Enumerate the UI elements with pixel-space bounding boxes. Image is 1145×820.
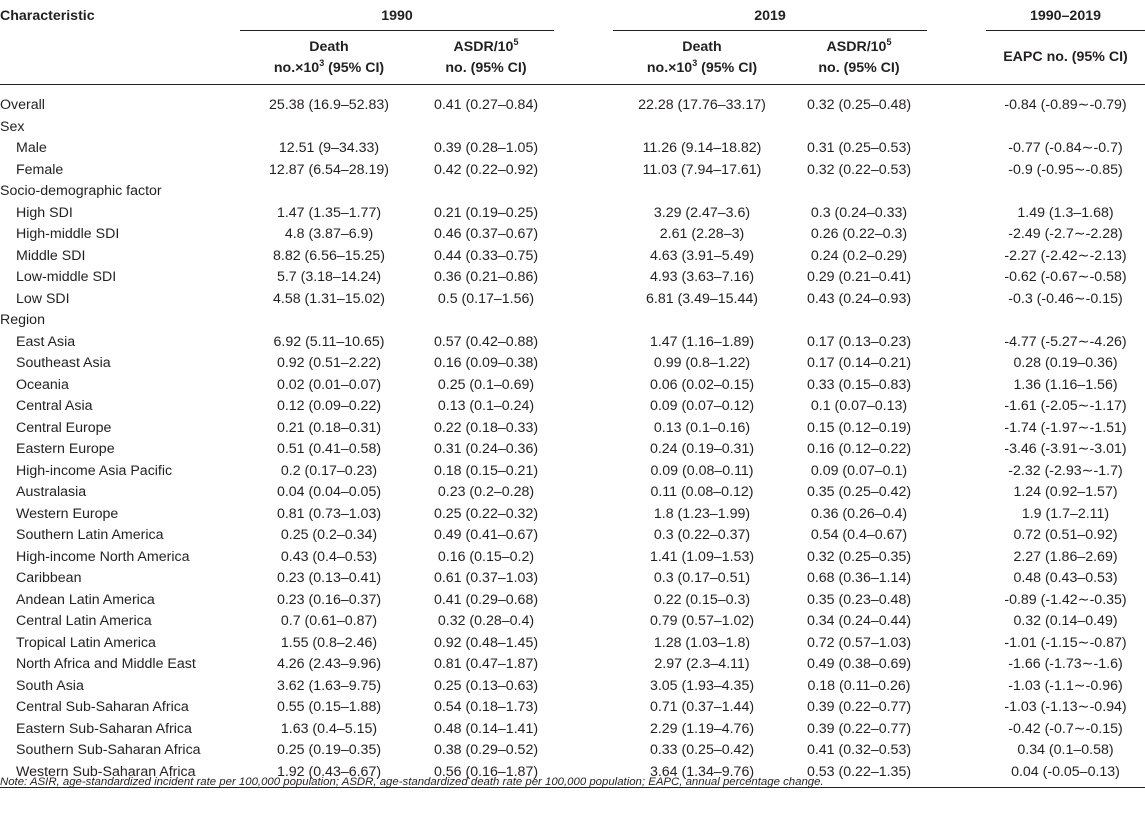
cell-asdr-1990: 0.23 (0.2–0.28) [437, 484, 535, 500]
cell-asdr-2019: 0.17 (0.14–0.21) [806, 355, 912, 371]
table-header [0, 3, 1145, 85]
cell-eapc: -0.3 (-0.46∼-0.15) [1008, 290, 1123, 307]
cell-asdr-1990: 0.22 (0.18–0.33) [433, 419, 539, 436]
table-row [0, 138, 1145, 160]
cell-asdr-2019: 0.68 (0.36–1.14) [806, 570, 912, 586]
cell-asdr-1990: 0.41 (0.29–0.68) [433, 591, 539, 608]
cell-asdr-2019: 0.26 (0.22–0.3) [810, 226, 908, 242]
cell-asdr-1990: 0.25 (0.1–0.69) [437, 376, 535, 393]
cell-asdr-1990: 0.38 (0.29–0.52) [433, 742, 539, 758]
column-header-death-2019: Death $no.\times 10^3$ (95% CI) [613, 31, 791, 85]
cell-asdr-2019: 0.24 (0.2–0.29) [810, 247, 908, 264]
cell-label: Oceania [16, 376, 69, 393]
table-row [0, 676, 1145, 698]
cell-death-1990: 0.02 (0.01–0.07) [276, 376, 382, 393]
table-group-row [0, 117, 1145, 139]
cell-death-2019: 0.22 (0.15–0.3) [653, 591, 751, 608]
cell-asdr-2019: 0.16 (0.12–0.22) [806, 441, 912, 457]
table-row [0, 289, 1145, 311]
cell-asdr-2019: 0.54 (0.4–0.67) [810, 527, 908, 543]
cell-death-1990: 0.23 (0.16–0.37) [276, 591, 382, 608]
cell-death-1990: 0.7 (0.61–0.87) [280, 613, 378, 629]
cell-death-1990: 1.63 (0.4–5.15) [280, 720, 378, 737]
cell-death-2019: 3.64 (1.34–9.76) [613, 762, 791, 788]
cell-eapc: -1.61 (-2.05∼-1.17) [1004, 398, 1127, 414]
cell-label: Southern Latin America [16, 527, 164, 543]
cell-eapc: 2.27 (1.86–2.69) [1013, 548, 1118, 565]
cell-asdr-1990: 0.16 (0.09–0.38) [433, 355, 539, 371]
table-row [0, 697, 1145, 719]
cell-death-2019: 1.41 (1.09–1.53) [649, 548, 755, 565]
cell-label: Central Sub-Saharan Africa [16, 699, 189, 715]
cell-asdr-1990: 0.5 (0.17–1.56) [437, 290, 535, 307]
cell-death-1990: 12.51 (9–34.33) [278, 140, 380, 156]
table-row [0, 396, 1145, 418]
cell-label: Overall [0, 97, 45, 113]
cell-label: Australasia [16, 484, 87, 500]
table-row [0, 547, 1145, 569]
cell-asdr-1990: 0.61 (0.37–1.03) [433, 570, 539, 586]
table-row [0, 353, 1145, 375]
cell-death-1990: 0.12 (0.09–0.22) [276, 398, 382, 414]
cell-eapc: -1.74 (-1.97∼-1.51) [1004, 419, 1127, 436]
cell-asdr-1990: 0.49 (0.41–0.67) [433, 527, 539, 543]
cell-label: Central Latin America [16, 613, 152, 629]
cell-label: East Asia [16, 333, 76, 350]
cell-asdr-2019: 0.35 (0.25–0.42) [806, 484, 912, 500]
cell-label: Central Europe [16, 419, 112, 436]
table-row [0, 332, 1145, 354]
group-label: Region [0, 312, 45, 328]
cell-death-1990: 6.92 (5.11–10.65) [273, 333, 385, 350]
cell-eapc: 1.9 (1.7–2.11) [1021, 505, 1110, 522]
cell-asdr-2019: 0.32 (0.22–0.53) [806, 161, 912, 178]
cell-death-1990: 0.92 (0.51–2.22) [276, 355, 382, 371]
cell-death-1990: 4.26 (2.43–9.96) [276, 656, 382, 672]
cell-label: Female [16, 161, 64, 178]
cell-asdr-1990: 0.44 (0.33–0.75) [433, 247, 539, 264]
cell-death-2019: 0.33 (0.25–0.42) [649, 742, 755, 758]
cell-death-2019: 6.81 (3.49–15.44) [645, 290, 758, 307]
cell-asdr-1990: 0.46 (0.37–0.67) [433, 226, 539, 242]
cell-asdr-2019: 0.43 (0.24–0.93) [806, 290, 912, 307]
table-row [0, 482, 1145, 504]
cell-death-1990: 0.25 (0.19–0.35) [276, 742, 382, 758]
cell-asdr-2019: 0.49 (0.38–0.69) [806, 656, 912, 672]
cell-asdr-1990: 0.81 (0.47–1.87) [433, 656, 539, 672]
table-row [0, 504, 1145, 526]
table-row [0, 633, 1145, 655]
cell-label: Western Europe [16, 505, 119, 522]
column-header-asdr-1990: ASDR/$10^5$ no. (95% CI) [418, 31, 554, 85]
cell-asdr-2019: 0.34 (0.24–0.44) [806, 613, 912, 629]
cell-asdr-2019: 0.15 (0.12–0.19) [806, 419, 912, 436]
cell-death-1990: 3.62 (1.63–9.75) [276, 677, 382, 694]
cell-label: Central Asia [16, 398, 93, 414]
table-row [0, 568, 1145, 590]
cell-death-2019: 3.29 (2.47–3.6) [653, 204, 751, 221]
cell-death-1990: 0.2 (0.17–0.23) [280, 462, 378, 479]
cell-asdr-1990: 0.25 (0.13–0.63) [433, 677, 539, 694]
cell-asdr-2019: 0.35 (0.23–0.48) [806, 591, 912, 608]
cell-asdr-1990: 0.32 (0.28–0.4) [437, 613, 535, 629]
cell-asdr-2019: 0.53 (0.22–1.35) [791, 762, 927, 788]
cell-death-1990: 0.55 (0.15–1.88) [276, 699, 382, 715]
cell-label: Caribbean [16, 570, 82, 586]
column-header-characteristic: Characteristic [0, 8, 95, 24]
cell-eapc: -1.01 (-1.15∼-0.87) [1004, 634, 1127, 651]
cell-asdr-2019: 0.41 (0.32–0.53) [806, 742, 912, 758]
cell-asdr-2019: 0.18 (0.11–0.26) [807, 677, 911, 694]
cell-death-2019: 0.24 (0.19–0.31) [649, 441, 755, 457]
cell-death-2019: 0.3 (0.17–0.51) [653, 570, 751, 586]
table-row [0, 525, 1145, 547]
cell-death-1990: 0.51 (0.41–0.58) [276, 441, 382, 457]
cell-eapc: -0.89 (-1.42∼-0.35) [1004, 591, 1127, 608]
table-row [0, 160, 1145, 182]
cell-asdr-1990: 0.92 (0.48–1.45) [433, 634, 539, 651]
column-header-eapc: EAPC no. (95% CI) [986, 31, 1145, 85]
cell-death-1990: 1.47 (1.35–1.77) [276, 204, 382, 221]
column-group-1990-2019: 1990–2019 [986, 3, 1145, 31]
table-row [0, 461, 1145, 483]
cell-eapc: -0.84 (-0.89∼-0.79) [1004, 97, 1127, 113]
cell-asdr-1990: 0.41 (0.27–0.84) [433, 97, 539, 113]
cell-death-2019: 0.79 (0.57–1.02) [649, 613, 755, 629]
cell-eapc: -0.42 (-0.7∼-0.15) [1008, 720, 1123, 737]
cell-death-1990: 0.21 (0.18–0.31) [276, 419, 382, 436]
cell-eapc: -2.27 (-2.42∼-2.13) [1004, 247, 1127, 264]
cell-label: Andean Latin America [16, 591, 155, 608]
cell-asdr-2019: 0.1 (0.07–0.13) [810, 398, 908, 414]
cell-asdr-1990: 0.39 (0.28–1.05) [433, 140, 539, 156]
table-note: Note: ASIR, age-standardized incident rate per 100,000 population; ASDR, age-standardized death rate per 100,000 population; EAPC, annual percentage change. [0, 776, 824, 788]
cell-label: Southeast Asia [16, 355, 111, 371]
cell-label: Low-middle SDI [16, 269, 117, 285]
cell-asdr-2019: 0.36 (0.26–0.4) [810, 505, 908, 522]
cell-asdr-2019: 0.09 (0.07–0.1) [810, 462, 908, 479]
table-row [0, 203, 1145, 225]
cell-asdr-2019: 0.32 (0.25–0.48) [806, 97, 912, 113]
cell-asdr-2019: 0.32 (0.25–0.35) [806, 548, 912, 565]
cell-death-1990: 25.38 (16.9–52.83) [269, 97, 389, 113]
cell-death-2019: 11.26 (9.14–18.82) [642, 140, 762, 156]
column-header-asdr-2019: ASDR/$10^5$ no. (95% CI) [791, 31, 927, 85]
cell-label: Low SDI [16, 290, 70, 307]
cell-death-2019: 0.3 (0.22–0.37) [653, 527, 751, 543]
cell-death-1990: 1.55 (0.8–2.46) [280, 634, 378, 651]
table-row [0, 267, 1145, 289]
cell-asdr-2019: 0.39 (0.22–0.77) [806, 720, 912, 737]
cell-label: Tropical Latin America [16, 634, 156, 651]
cell-eapc: -0.9 (-0.95∼-0.85) [1008, 161, 1123, 178]
cell-label: South Asia [16, 677, 84, 694]
cell-asdr-1990: 0.42 (0.22–0.92) [433, 161, 539, 178]
cell-death-2019: 0.06 (0.02–0.15) [649, 376, 755, 393]
cell-asdr-1990: 0.54 (0.18–1.73) [433, 699, 539, 715]
cell-death-1990: 4.8 (3.87–6.9) [284, 226, 374, 242]
header-row-measures [0, 31, 1145, 85]
table-group-row [0, 181, 1145, 203]
column-header-death-1990: Death $no.\times 10^3$ (95% CI) [240, 31, 418, 85]
table-row [0, 719, 1145, 741]
cell-death-2019: 22.28 (17.76–33.17) [638, 97, 766, 113]
cell-death-1990: 8.82 (6.56–15.25) [272, 247, 385, 264]
table-row [0, 740, 1145, 762]
cell-asdr-1990: 0.16 (0.15–0.2) [437, 548, 535, 565]
cell-asdr-1990: 0.31 (0.24–0.36) [433, 441, 539, 457]
table-row [0, 85, 1145, 117]
table-row [0, 590, 1145, 612]
cell-eapc: -0.77 (-0.84∼-0.7) [1008, 140, 1123, 156]
cell-death-2019: 0.11 (0.08–0.12) [650, 484, 754, 500]
cell-eapc: 0.28 (0.19–0.36) [1013, 355, 1118, 371]
cell-eapc: 0.04 (-0.05–0.13) [986, 762, 1145, 788]
cell-label: High-income North America [16, 548, 190, 565]
cell-asdr-1990: 0.48 (0.14–1.41) [433, 720, 539, 737]
cell-label: High SDI [16, 204, 73, 221]
cell-asdr-1990: 0.56 (0.16–1.87) [418, 762, 554, 788]
table-row [0, 611, 1145, 633]
cell-eapc: 1.49 (1.3–1.68) [1017, 204, 1114, 221]
cell-death-1990: 5.7 (3.18–14.24) [276, 269, 382, 285]
cell-eapc: -1.03 (-1.1∼-0.96) [1008, 677, 1123, 694]
column-group-1990: 1990 [240, 3, 554, 31]
group-label: Socio-demographic factor [0, 183, 162, 199]
cell-eapc: -0.62 (-0.67∼-0.58) [1004, 269, 1127, 285]
column-group-2019: 2019 [613, 3, 927, 31]
cell-asdr-1990: 0.57 (0.42–0.88) [433, 333, 539, 350]
cell-asdr-2019: 0.17 (0.13–0.23) [806, 333, 912, 350]
cell-asdr-2019: 0.3 (0.24–0.33) [810, 204, 908, 221]
cell-label: Eastern Sub-Saharan Africa [16, 720, 192, 737]
cell-asdr-2019: 0.39 (0.22–0.77) [806, 699, 912, 715]
cell-eapc: 0.32 (0.14–0.49) [1013, 613, 1118, 629]
cell-death-1990: 0.04 (0.04–0.05) [276, 484, 382, 500]
cell-death-2019: 1.28 (1.03–1.8) [653, 634, 751, 651]
table-row [0, 375, 1145, 397]
cell-asdr-1990: 0.25 (0.22–0.32) [433, 505, 539, 522]
cell-label: North Africa and Middle East [16, 656, 196, 672]
cell-death-2019: 0.99 (0.8–1.22) [653, 355, 751, 371]
cell-death-2019: 4.63 (3.91–5.49) [649, 247, 755, 264]
cell-label: High-income Asia Pacific [16, 462, 173, 479]
table-row [0, 654, 1145, 676]
table-row [0, 439, 1145, 461]
cell-asdr-2019: 0.29 (0.21–0.41) [806, 269, 912, 285]
cell-death-1990: 0.43 (0.4–0.53) [280, 548, 378, 565]
cell-eapc: -2.32 (-2.93∼-1.7) [1008, 462, 1123, 479]
cell-death-2019: 0.09 (0.07–0.12) [649, 398, 755, 414]
cell-death-1990: 12.87 (6.54–28.19) [269, 161, 389, 178]
cell-eapc: 1.24 (0.92–1.57) [1013, 484, 1118, 500]
cell-eapc: -2.49 (-2.7∼-2.28) [1008, 226, 1123, 242]
group-label: Sex [0, 118, 25, 135]
cell-asdr-1990: 0.36 (0.21–0.86) [433, 269, 539, 285]
table-row [0, 246, 1145, 268]
cell-death-2019: 3.05 (1.93–4.35) [649, 677, 755, 694]
cell-asdr-2019: 0.33 (0.15–0.83) [806, 376, 912, 393]
cell-death-2019: 2.29 (1.19–4.76) [649, 720, 755, 737]
cell-label: Eastern Europe [16, 441, 115, 457]
cell-death-1990: 4.58 (1.31–15.02) [272, 290, 385, 307]
cell-death-1990: 0.23 (0.13–0.41) [276, 570, 382, 586]
cell-asdr-1990: 0.18 (0.15–0.21) [433, 462, 539, 479]
table-group-row [0, 310, 1145, 332]
table-row [0, 224, 1145, 246]
cell-death-2019: 0.71 (0.37–1.44) [649, 699, 755, 715]
cell-eapc: -1.66 (-1.73∼-1.6) [1008, 656, 1123, 672]
data-table [0, 3, 1145, 788]
cell-eapc: 0.72 (0.51–0.92) [1013, 527, 1118, 543]
cell-death-2019: 2.97 (2.3–4.11) [654, 656, 750, 672]
header-row-groups [0, 3, 1145, 31]
cell-asdr-1990: 0.21 (0.19–0.25) [433, 204, 539, 221]
cell-death-1990: 1.92 (0.43–6.67) [240, 762, 418, 788]
cell-asdr-2019: 0.72 (0.57–1.03) [806, 634, 912, 651]
cell-death-1990: 0.81 (0.73–1.03) [276, 505, 382, 522]
cell-label: Male [16, 140, 47, 156]
cell-asdr-2019: 0.31 (0.25–0.53) [806, 140, 912, 156]
cell-label: Western Sub-Saharan Africa [0, 762, 240, 788]
cell-label: Southern Sub-Saharan Africa [16, 742, 201, 758]
cell-death-2019: 2.61 (2.28–3) [659, 226, 745, 242]
cell-eapc: -4.77 (-5.27∼-4.26) [1004, 333, 1127, 350]
table-body [0, 85, 1145, 788]
cell-label: High-middle SDI [16, 226, 120, 242]
cell-eapc: -1.03 (-1.13∼-0.94) [1004, 699, 1127, 715]
cell-death-2019: 1.47 (1.16–1.89) [649, 333, 755, 350]
cell-death-2019: 0.13 (0.1–0.16) [653, 419, 751, 436]
cell-asdr-1990: 0.13 (0.1–0.24) [437, 398, 535, 414]
table-row [0, 418, 1145, 440]
cell-eapc: 1.36 (1.16–1.56) [1013, 376, 1118, 393]
cell-eapc: 0.48 (0.43–0.53) [1013, 570, 1118, 586]
cell-death-1990: 0.25 (0.2–0.34) [280, 527, 378, 543]
cell-death-2019: 0.09 (0.08–0.11) [650, 462, 754, 479]
cell-death-2019: 11.03 (7.94–17.61) [642, 161, 762, 178]
cell-eapc: -3.46 (-3.91∼-3.01) [1004, 441, 1127, 457]
cell-death-2019: 4.93 (3.63–7.16) [649, 269, 755, 285]
cell-eapc: 0.34 (0.1–0.58) [1017, 742, 1114, 758]
cell-label: Middle SDI [16, 247, 86, 264]
cell-death-2019: 1.8 (1.23–1.99) [653, 505, 751, 522]
